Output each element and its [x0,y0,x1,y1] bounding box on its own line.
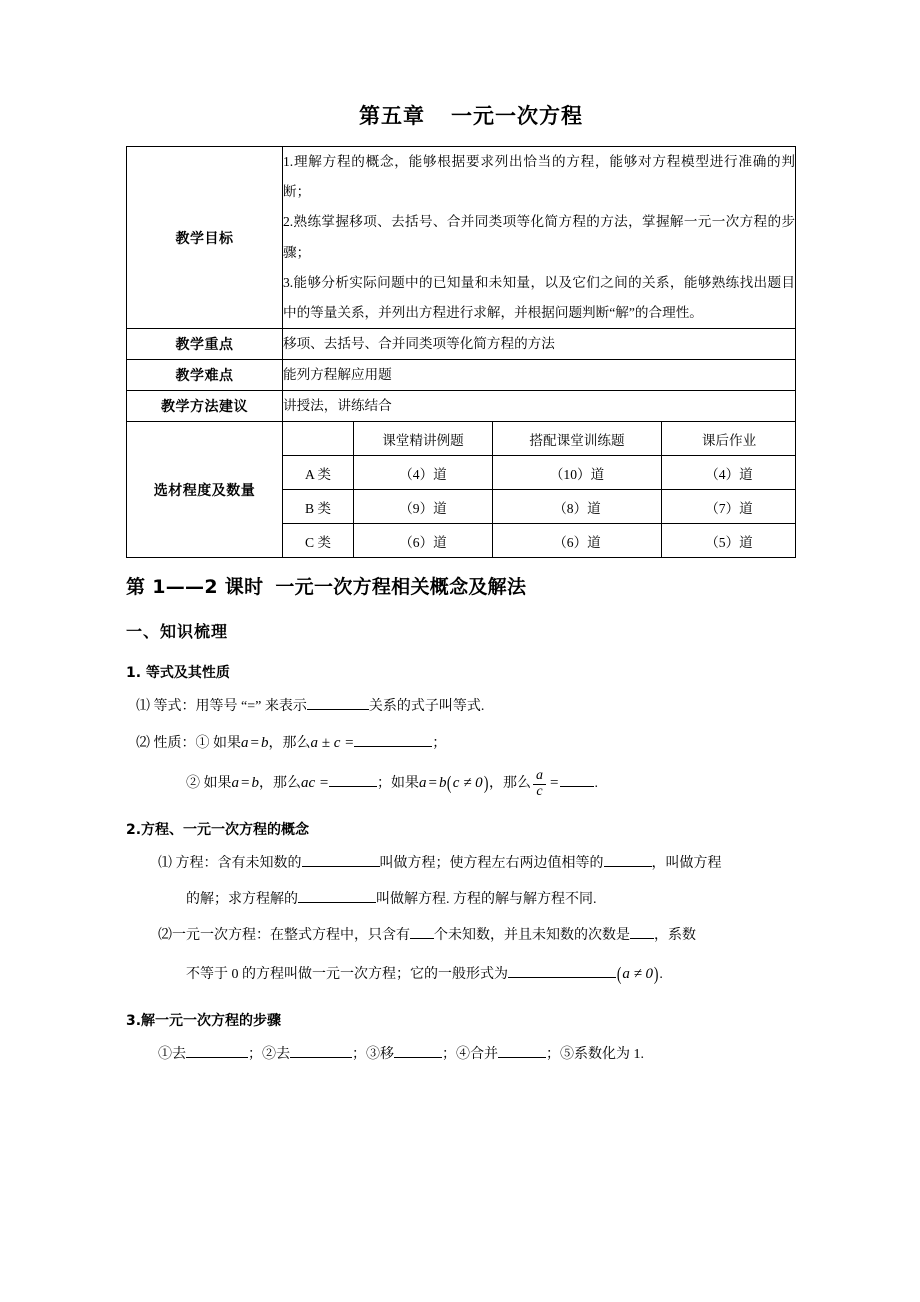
fill-blank-step-4 [498,1057,546,1058]
quantity-header-homework: 课后作业 [662,422,797,456]
fill-blank-equality-relation [307,709,369,710]
label-material: 选材程度及数量 [127,422,283,558]
equation-definition-line-1 [126,853,798,875]
linear-def-form-a: 不等于 0 的方程叫做一元一次方程；它的一般形式为 [186,967,508,983]
subheading-solving-steps: 3.解一元一次方程的步骤 [126,1012,282,1029]
fraction-numerator: a [536,767,544,783]
equality-def-lead: ⑴ 等式：用等号 “=” 来表示 [136,699,307,715]
label-key-point: 教学重点 [127,329,283,360]
math-paren-close-2: ) [653,964,659,986]
quantity-corner-cell [283,422,354,456]
math-expr-ac: ac = [300,774,329,791]
math-equals-2: = [241,774,250,791]
section-heading-knowledge: 一、知识梳理 [126,622,229,642]
property-semicolon: ；如果 [377,775,419,791]
page-title [126,100,798,130]
step-4-label: ；④合并 [442,1046,498,1062]
subheading-equality: 1. 等式及其性质 [126,665,230,682]
label-teaching-goal: 教学目标 [127,147,283,329]
page-content [126,100,798,1066]
equality-property-2-line [126,769,798,799]
math-expr-apmc: a ± c = [310,734,355,751]
title-chapter: 第五章 [359,104,425,128]
linear-def-a: ⑵一元一次方程：在整式方程中，只含有 [158,927,410,943]
quantity-table [283,422,796,557]
fill-blank-step-2 [290,1057,352,1058]
fill-blank-property-2b [560,786,594,787]
step-3-label: ；③移 [352,1046,394,1062]
quantity-category-a: A 类 [283,456,354,490]
property-then: ，那么 [489,775,532,791]
quantity-c-homework: （5）道 [662,524,797,558]
linear-def-b: 个未知数，并且未知数的次数是 [434,927,630,943]
fill-blank-equation-3 [298,902,376,903]
property-lead: ⑵ 性质：① 如果 [136,735,241,751]
value-method: 讲授法，讲练结合 [283,391,796,422]
subheading-equation-concept: 2.方程、一元一次方程的概念 [126,822,310,839]
goal-item-3: 3.能够分析实际问题中的已知量和未知量，以及它们之间的关系，能够熟练找出题目中的等量关系，并列出方程进行求解，并根据问题判断“解”的合理性。 [283,274,795,320]
solving-steps-line [126,1044,798,1066]
property-period: . [594,775,598,791]
math-paren-open-1: ( [447,772,452,794]
step-2-label: ；②去 [248,1046,290,1062]
goal-item-1: 1.理解方程的概念，能够根据要求列出恰当的方程，能够对方程模型进行准确的判断； [283,154,795,200]
fill-blank-equation-2 [604,866,652,867]
fill-blank-property-2a [329,786,377,787]
quantity-c-training: （6）道 [493,524,662,558]
fill-blank-step-3 [394,1057,442,1058]
table-row-method [127,391,796,422]
property-mid-1: ，那么 [268,735,311,751]
equation-def-c: ，叫做方程 [651,856,722,872]
math-paren-close-1: ) [483,772,489,794]
value-teaching-goal [283,147,796,329]
quantity-header-lecture: 课堂精讲例题 [354,422,493,456]
fill-blank-linear-2 [630,938,654,939]
fill-blank-equation-1 [302,866,380,867]
label-method: 教学方法建议 [127,391,283,422]
math-fraction-a-over-c [533,769,546,799]
math-equals-1: = [250,734,259,751]
linear-equation-definition-line-1 [126,925,798,947]
property-mid-2: ，那么 [258,775,301,791]
value-difficulty: 能列方程解应用题 [283,360,796,391]
math-var-b-2: b [251,774,259,791]
table-row-difficulty [127,360,796,391]
math-equals-4: = [550,774,559,791]
quantity-b-training: （8）道 [493,490,662,524]
quantity-header-row [283,422,796,456]
lesson-heading-prefix: 第 1——2 课时 [126,576,264,599]
equation-def-solve-b: 叫做解方程. 方程的解与解方程不同. [376,892,597,908]
quantity-table-container [283,422,796,558]
equation-definition-line-2 [126,889,798,911]
quantity-a-homework: （4）道 [662,456,797,490]
linear-def-form-end: . [659,967,663,983]
equation-def-a: ⑴ 方程：含有未知数的 [158,856,302,872]
lesson-heading-title: 一元一次方程相关概念及解法 [275,576,527,599]
quantity-category-c: C 类 [283,524,354,558]
step-1-label: ①去 [158,1046,186,1062]
math-var-a-2: a [231,774,239,791]
equation-def-solve-a: 的解；求方程解的 [186,892,298,908]
equality-property-1-line [126,732,798,755]
table-row-material [127,422,796,558]
quantity-category-b: B 类 [283,490,354,524]
step-5-label: ；⑤系数化为 1. [546,1046,644,1062]
equality-def-tail: 关系的式子叫等式. [368,699,485,715]
value-key-point: 移项、去括号、合并同类项等化简方程的方法 [283,329,796,360]
math-condition-a-ne-0: a ≠ 0 [622,966,654,983]
goal-item-2: 2.熟练掌握移项、去括号、合并同类项等化简方程的方法，掌握解一元一次方程的步骤； [283,214,795,260]
fraction-denominator: c [533,784,546,800]
fill-blank-property-1 [354,746,432,747]
label-difficulty: 教学难点 [127,360,283,391]
quantity-row-b [283,490,796,524]
lesson-heading [126,572,798,599]
math-var-a-1: a [241,734,249,751]
math-var-b-1: b [260,734,269,751]
quantity-row-a [283,456,796,490]
quantity-b-homework: （7）道 [662,490,797,524]
equality-definition-line [126,696,798,718]
math-var-b-3: b [438,774,447,791]
quantity-header-training: 搭配课堂训练题 [493,422,662,456]
lesson-plan-table [126,146,796,558]
equation-def-b: 叫做方程；使方程左右两边值相等的 [379,856,604,872]
property-end-1: ； [432,735,447,751]
table-row-key-point [127,329,796,360]
quantity-a-lecture: （4）道 [354,456,493,490]
table-row-teaching-goal [127,147,796,329]
math-equals-3: = [428,774,437,791]
linear-def-c: ，系数 [654,927,696,943]
fill-blank-step-1 [186,1057,248,1058]
quantity-c-lecture: （6）道 [354,524,493,558]
math-var-a-3: a [419,774,427,791]
fill-blank-linear-1 [410,938,434,939]
math-condition-c-ne-0: c ≠ 0 [452,774,483,791]
linear-equation-definition-line-2 [126,960,798,989]
quantity-row-c [283,524,796,558]
title-subject: 一元一次方程 [451,104,583,128]
fill-blank-general-form [508,977,616,978]
quantity-b-lecture: （9）道 [354,490,493,524]
quantity-a-training: （10）道 [493,456,662,490]
math-paren-open-2: ( [616,964,622,986]
property-circle-2: ② 如果 [186,775,232,791]
